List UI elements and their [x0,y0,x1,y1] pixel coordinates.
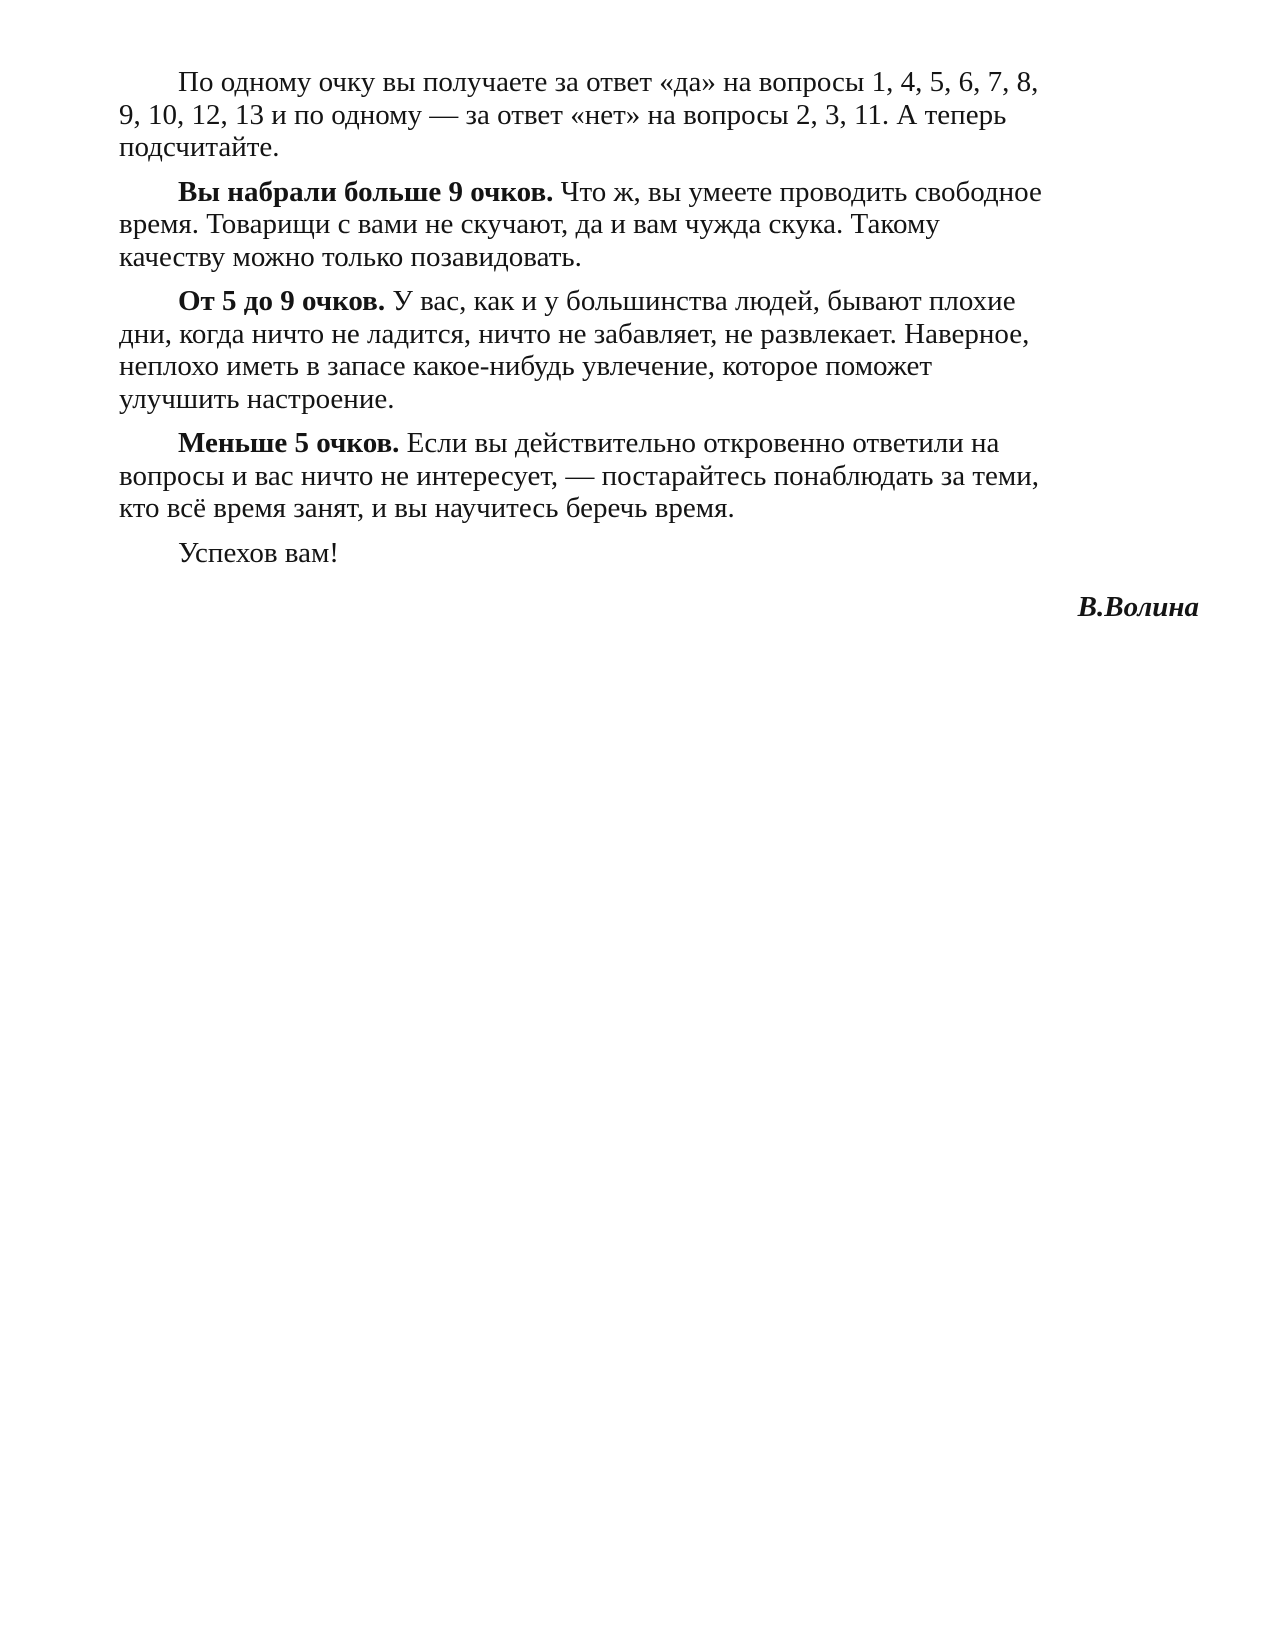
text-line: подсчитайте. [119,131,280,163]
paragraph-scoring-rules [119,66,1199,164]
text-line: время. Товарищи с вами не скучают, да и вам чужда скука. Такому [119,208,940,240]
text-line: По одному очку вы получаете за ответ «да» на вопросы 1, 4, 5, 6, 7, 8, [178,66,1039,98]
text-line: Успехов вам! [178,536,339,569]
text-fragment: Если вы действительно откровенно ответили на [399,427,1000,459]
paragraph-5-to-9 [119,285,1199,415]
text-line: кто всё время занят, и вы научитесь беречь время. [119,492,735,524]
text-line: вопросы и вас ничто не интересует, — постарайтесь понаблюдать за теми, [119,459,1040,492]
paragraph-lead: Меньше 5 очков. [178,427,400,459]
text-fragment: Что ж, вы умеете проводить свободное [553,175,1042,208]
text-line: неплохо иметь в запасе какое-нибудь увлечение, которое поможет [119,350,933,382]
document-body [119,66,1199,581]
author-signature: В.Волина [1077,591,1199,623]
text-line: улучшить настроение. [119,382,395,415]
text-line: 9, 10, 12, 13 и по одному — за ответ «нет» на вопросы 2, 3, 11. А теперь [119,98,1007,131]
text-fragment: У вас, как и у большинства людей, бывают плохие [385,285,1016,317]
text-line [119,427,1199,460]
paragraph-closing [119,537,1199,570]
text-line: дни, когда ничто не ладится, ничто не забавляет, не развлекает. Наверное, [119,317,1030,350]
paragraph-more-than-9 [119,176,1199,274]
text-line [119,285,1199,318]
text-line [119,176,1199,209]
text-line: качеству можно только позавидовать. [119,240,582,273]
paragraph-lead: Вы набрали больше 9 очков. [178,175,554,208]
paragraph-less-than-5 [119,427,1199,525]
paragraph-lead: От 5 до 9 очков. [178,285,386,317]
